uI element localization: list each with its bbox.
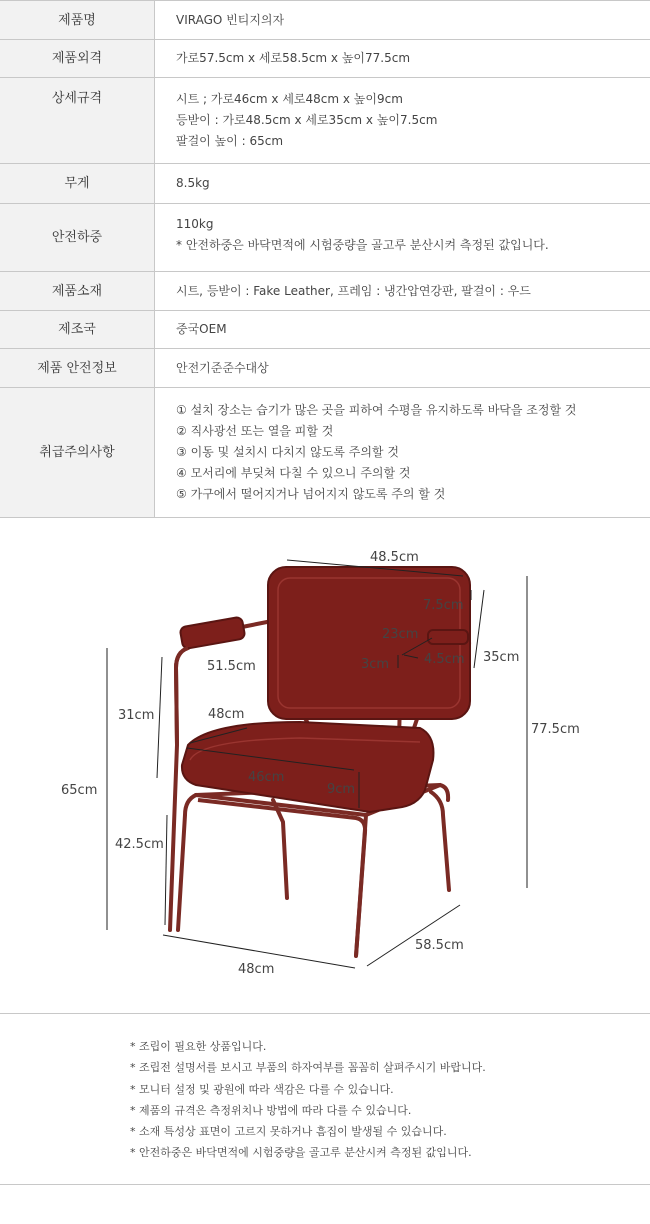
spec-value [155, 1, 650, 40]
dim-label-back-depth: 7.5cm [423, 598, 464, 613]
chair-drawing [0, 517, 650, 1013]
spec-value [155, 349, 650, 388]
spec-line: 가로57.5cm x 세로58.5cm x 높이77.5cm [176, 51, 411, 65]
dim-label-armrest-width: 4.5cm [424, 652, 465, 667]
spec-label: 제품소재 [0, 272, 155, 311]
spec-label: 취급주의사항 [0, 388, 155, 518]
spec-value [155, 388, 650, 518]
spec-line: * 안전하중은 바닥면적에 시험중량을 골고루 분산시켜 측정된 값입니다. [176, 238, 549, 252]
dim-base-depth-line [367, 905, 460, 966]
rear-right-leg [431, 792, 449, 890]
spec-value [155, 78, 650, 164]
left-armrest-pad [180, 617, 246, 650]
spec-line: ① 설치 장소는 습기가 많은 곳을 피하여 수평을 유지하도록 바닥을 조정할 것 [176, 403, 577, 417]
spec-value [155, 311, 650, 349]
dim-label-back-height: 35cm [483, 650, 520, 665]
dim-label-seat-width: 46cm [248, 770, 285, 785]
dim-label-seat-depth-top: 51.5cm [207, 659, 256, 674]
chair-dimension-diagram [0, 517, 650, 1013]
spec-line: VIRAGO 빈티지의자 [176, 12, 285, 27]
note-item: * 소재 특성상 표면이 고르지 못하거나 흠집이 발생될 수 있습니다. [130, 1125, 447, 1139]
spec-label: 제품 안전정보 [0, 349, 155, 388]
spec-row-origin [0, 311, 650, 349]
dim-arm-rise-line [157, 657, 162, 778]
dim-label-base-width: 48cm [238, 962, 275, 977]
dim-label-back-width: 48.5cm [370, 550, 419, 565]
note-item: * 안전하중은 바닥면적에 시험중량을 골고루 분산시켜 측정된 값입니다. [130, 1146, 472, 1160]
rear-left-leg [273, 800, 287, 898]
spec-line: 시트, 등받이 : Fake Leather, 프레임 : 냉간압연강판, 팔걸이 : 우드 [176, 283, 531, 298]
spec-row-detail [0, 78, 650, 164]
spec-label: 제품외격 [0, 40, 155, 78]
note-item: * 조립이 필요한 상품입니다. [130, 1040, 267, 1053]
spec-table [0, 0, 650, 518]
dim-label-total-height: 77.5cm [531, 722, 580, 737]
right-armrest-pad [428, 630, 468, 644]
spec-row-weight [0, 164, 650, 204]
dim-label-seat-depth: 48cm [208, 707, 245, 722]
spec-line: ② 직사광선 또는 열을 피할 것 [176, 424, 334, 438]
note-item: * 제품의 규격은 측정위치나 방법에 따라 다를 수 있습니다. [130, 1103, 412, 1117]
dim-label-armrest-height: 3cm [361, 657, 390, 672]
spec-label: 상세규격 [0, 78, 155, 164]
product-notes [0, 1013, 650, 1185]
spec-line: ③ 이동 및 설치시 다치지 않도록 주의할 것 [176, 445, 399, 459]
spec-line: 시트 ; 가로46cm x 세로48cm x 높이9cm [176, 92, 403, 106]
spec-value [155, 204, 650, 272]
dim-label-seat-thickness: 9cm [327, 782, 356, 797]
note-item: * 조립전 설명서를 보시고 부품의 하자여부를 꼼꼼히 살펴주시기 바랍니다. [130, 1061, 486, 1075]
spec-row-load [0, 204, 650, 272]
dim-label-arm-height: 65cm [61, 783, 98, 798]
spec-line: ④ 모서리에 부딪쳐 다칠 수 있으니 주의할 것 [176, 466, 411, 480]
spec-label: 무게 [0, 164, 155, 204]
dim-seat-height-line [165, 815, 167, 925]
left-arm-post [176, 648, 188, 745]
spec-line: 110kg [176, 217, 214, 231]
spec-row-safety [0, 349, 650, 388]
note-item: * 모니터 설정 및 광원에 따라 색감은 다를 수 있습니다. [130, 1082, 394, 1096]
spec-line: 등받이 : 가로48.5cm x 세로35cm x 높이7.5cm [176, 113, 438, 127]
spec-label: 안전하중 [0, 204, 155, 272]
spec-line: 중국OEM [176, 322, 227, 336]
dim-label-arm-rise: 31cm [118, 708, 155, 723]
spec-line: 팔걸이 높이 : 65cm [176, 134, 284, 148]
spec-line: ⑤ 가구에서 떨어지거나 넘어지지 않도록 주의 할 것 [176, 487, 446, 501]
spec-row-dimensions [0, 40, 650, 78]
spec-row-material [0, 272, 650, 311]
dim-label-base-depth: 58.5cm [415, 938, 464, 953]
spec-row-caution [0, 388, 650, 518]
spec-value [155, 272, 650, 311]
spec-line: 안전기준준수대상 [176, 360, 269, 375]
dim-label-armrest-length: 23cm [382, 627, 419, 642]
notes-list [0, 1014, 650, 1164]
spec-row-name [0, 1, 650, 40]
front-left-leg-lower [178, 795, 196, 930]
dim-label-seat-height: 42.5cm [115, 837, 164, 852]
spec-line: 8.5kg [176, 176, 210, 190]
spec-label: 제조국 [0, 311, 155, 349]
spec-value [155, 164, 650, 204]
spec-label: 제품명 [0, 1, 155, 40]
spec-value [155, 40, 650, 78]
